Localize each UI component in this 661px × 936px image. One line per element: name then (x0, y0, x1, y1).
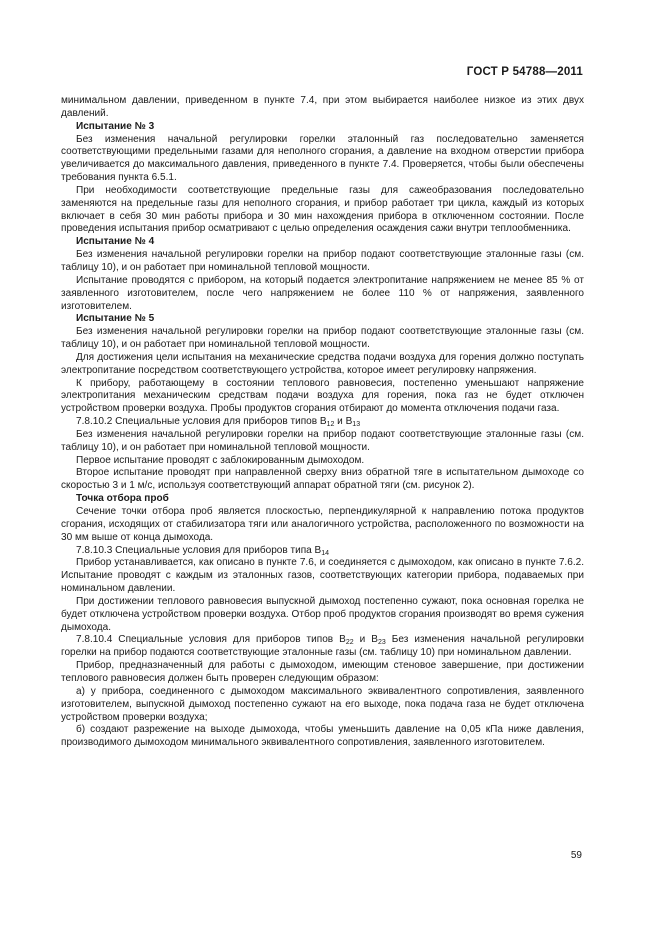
list-item: б) создают разрежение на выходе дымохода, чтобы уменьшить давление на 0,05 кПа ниже давления, производимого дымоходом минимального эквивалентного сопротивления, заявленного изготовителем. (61, 724, 584, 749)
paragraph: К прибору, работающему в состоянии теплового равновесия, постепенно уменьшают напряжение электропитания механическим средствам подачи воздуха для горения, пока газ не будет отключен устройством проверки воздуха. Пробы продуктов сгорания отбирают до момента отключения подачи газа. (61, 377, 584, 415)
section-heading: Испытание № 4 (76, 236, 155, 248)
paragraph: Сечение точки отбора проб является плоскостью, перпендикулярной к направлению потока продуктов сгорания, исходящих от стабилизатора тяги или аналогичного устройства, расположенного по возможности на 30 мм выше от конца дымохода. (61, 506, 584, 543)
page-number: 59 (570, 850, 582, 861)
paragraph: Испытание проводятся с прибором, на который подается электропитание напряжением не менее 85 % от заявленного изготовителем, после чего напряжением не более 110 % от напряжения, заявленного изготовителем. (61, 274, 584, 312)
paragraph: Прибор устанавливается, как описано в пункте 7.6, и соединяется с дымоходом, как описано в пункте 7.6.2. Испытание проводят с каждым из эталонных газов, соответствующих категории прибора, подаваемых при номинальном давлении. (61, 557, 584, 595)
paragraph: Для достижения цели испытания на механические средства подачи воздуха для горения должно поступать электропитание посредством соответствующего устройства, которое имеет регулировку напряжения. (61, 351, 584, 376)
section-heading: Точка отбора проб (76, 493, 169, 505)
paragraph: При необходимости соответствующие предельные газы для сажеобразования последовательно заменяются на предельные газы для неполного сгорания, и прибор работает три цикла, каждый из которых включает в себя 30 мин работы прибора и 30 мин нахождения прибора в отключенном состоянии. После проведения испытания прибор осматривают с целью определения осаждения сажи внутри теплообменника. (61, 184, 584, 235)
paragraph: Прибор, предназначенный для работы с дымоходом, имеющим стеновое завершение, при достижении теплового равновесия должен быть проверен следующим образом: (61, 660, 584, 684)
paragraph: При достижении теплового равновесия выпускной дымоход постепенно сужают, пока основная горелка не будет отключена устройством проверки воздуха. Отбор проб продуктов сгорания производят во время сужения дымохода. (61, 595, 584, 633)
paragraph: Без изменения начальной регулировки горелки эталонный газ последовательно заменяется соответствующими предельными газами для неполного сгорания, а давление на входном отверстии прибора увеличивается до максимального давления, приведенного в пункте 7.4. Проверяется, чтобы были обеспечены требования пункта 6.5.1. (61, 133, 584, 184)
clause-7-8-10-3: 7.8.10.3 Специальные условия для приборов типа $В_{14}$ (76, 544, 330, 557)
document-header: ГОСТ Р 54788—2011 (466, 66, 583, 78)
paragraph: минимальном давлении, приведенном в пункте 7.4, при этом выбирается наиболее низкое из этих двух давлений. (61, 95, 584, 119)
paragraph: Второе испытание проводят при направленной сверху вниз обратной тяге в испытательном дымоходе со скоростью 3 и 1 м/с, используя соответствующий аппарат обратной тяги (см. рисунок 2). (61, 467, 584, 492)
paragraph: Без изменения начальной регулировки горелки на прибор подают соответствующие эталонные газы (см. таблицу 10), и он работает при номинальной тепловой мощности. (61, 249, 584, 273)
section-heading: Испытание № 5 (76, 313, 155, 325)
paragraph: Без изменения начальной регулировки горелки на прибор подают соответствующие эталонные газы (см. таблицу 10), и он работает при номинальной тепловой мощности. (61, 326, 584, 351)
clause-7-8-10-2: 7.8.10.2 Специальные условия для приборов типов $В_{12}$ и $В_{13}$ (76, 416, 361, 429)
clause-7-8-10-4: 7.8.10.4 Специальные условия для приборов типов $В_{22}$ и $В_{23}$ Без изменения начальной регулировки горелки на прибор подаются соответствующие эталонные газы (см. таблицу 10) при номинальном давлении. (61, 634, 585, 659)
paragraph: Без изменения начальной регулировки горелки на прибор подают соответствующие эталонные газы (см. таблицу 10), и он работает при номинальной тепловой мощности. (61, 428, 584, 453)
list-item: а) у прибора, соединенного с дымоходом максимального эквивалентного сопротивления, заявленного изготовителем, выпускной дымоход постепенно сужают на его выходе, пока подача газа не будет отключена устройством проверки воздуха; (61, 685, 584, 723)
document-body (61, 95, 584, 750)
paragraph: Первое испытание проводят с заблокированным дымоходом. (76, 454, 365, 466)
section-heading: Испытание № 3 (76, 120, 155, 132)
